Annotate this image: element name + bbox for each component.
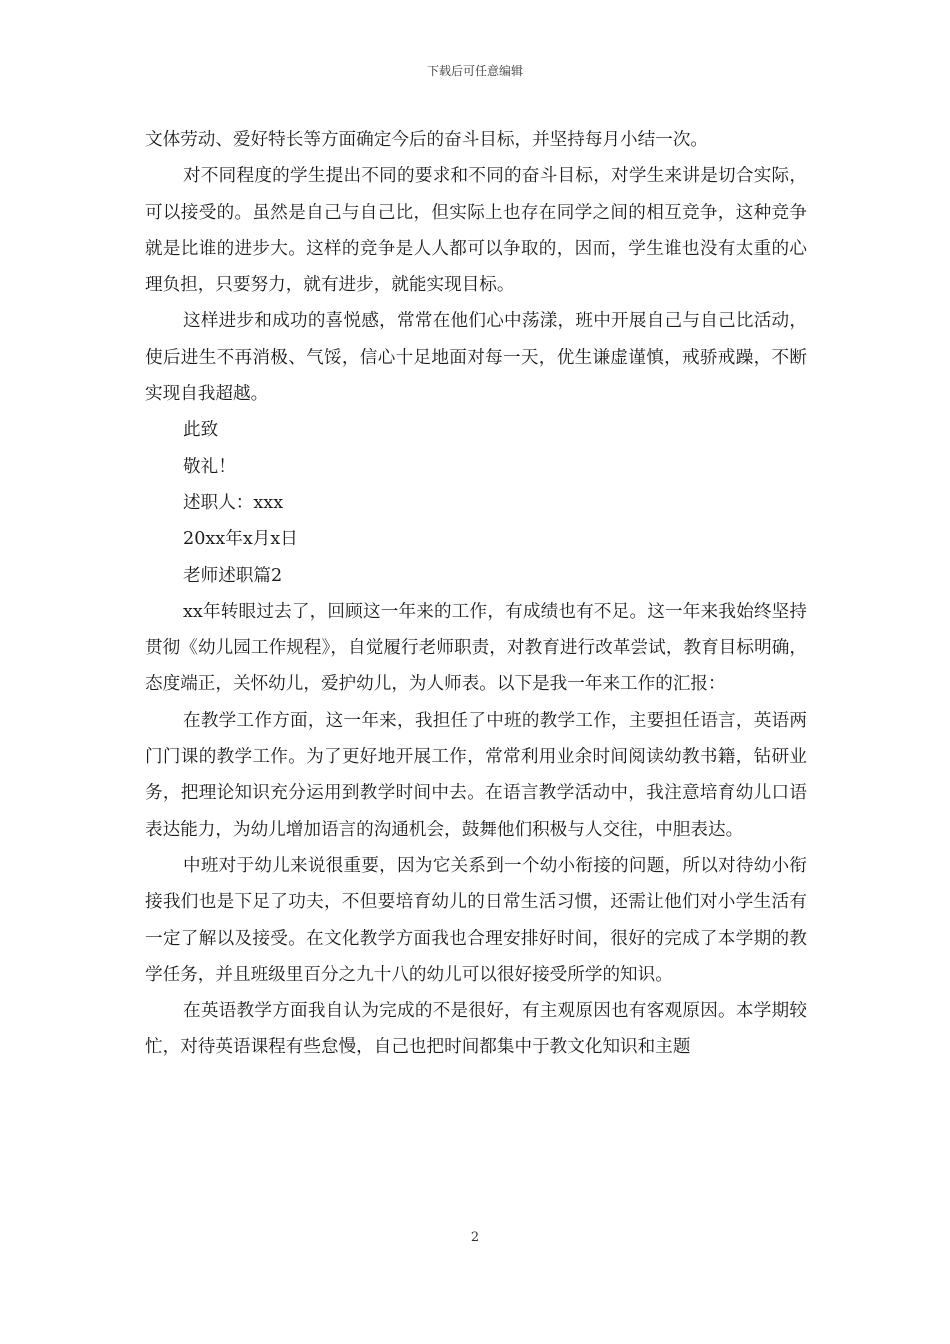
closing-regards: 敬礼！	[183, 456, 236, 477]
paragraph: xx年转眼过去了，回顾这一年来的工作，有成绩也有不足。这一年来我始终坚持贯彻《幼儿园工作规程》，自觉履行老师职责，对教育进行改革尝试，教育目标明确，态度端正，关怀幼儿，爱护幼儿，为人师表。以下是我一年来工作的汇报：	[145, 601, 807, 695]
signature-line: 述职人：xxx	[183, 492, 284, 513]
paragraph: 对不同程度的学生提出不同的要求和不同的奋斗目标，对学生来讲是切合实际，可以接受的。虽然是自己与自己比，但实际上也存在同学之间的相互竞争，这种竞争就是比谁的进步大。这样的竞争是人人都可以争取的，因而，学生谁也没有太重的心理负担，只要努力，就有进步，就能实现目标。	[145, 166, 807, 296]
document-body	[145, 122, 807, 1066]
paragraph: 中班对于幼儿来说很重要，因为它关系到一个幼小衔接的问题，所以对待幼小衔接我们也是下足了功夫，不但要培育幼儿的日常生活习惯，还需让他们对小学生活有一定了解以及接受。在文化教学方面我也合理安排好时间，很好的完成了本学期的教学任务，并且班级里百分之九十八的幼儿可以很好接受所学的知识。	[145, 855, 807, 985]
page-header: 下载后可任意编辑	[426, 64, 523, 78]
date-line: 20xx年x月x日	[183, 529, 298, 550]
paragraph: 这样进步和成功的喜悦感，常常在他们心中荡漾，班中开展自己与自己比活动，使后进生不再消极、气馁，信心十足地面对每一天，优生谦虚谨慎，戒骄戒躁，不断实现自我超越。	[145, 311, 807, 405]
paragraph: 在教学工作方面，这一年来，我担任了中班的教学工作，主要担任语言，英语两门门课的教学工作。为了更好地开展工作，常常利用业余时间阅读幼教书籍，钻研业务，把理论知识充分运用到教学时间中去。在语言教学活动中，我注意培育幼儿口语表达能力，为幼儿增加语言的沟通机会，鼓舞他们积极与人交往，中胆表达。	[145, 710, 807, 840]
paragraph: 在英语教学方面我自认为完成的不是很好，有主观原因也有客观原因。本学期较忙，对待英语课程有些怠慢，自己也把时间都集中于教文化知识和主题	[145, 1001, 807, 1058]
section-title: 老师述职篇2	[183, 565, 283, 586]
closing-salutation: 此致	[183, 420, 219, 441]
paragraph-continuation: 文体劳动、爱好特长等方面确定今后的奋斗目标，并坚持每月小结一次。	[145, 130, 709, 150]
page-number: 2	[470, 1230, 480, 1245]
